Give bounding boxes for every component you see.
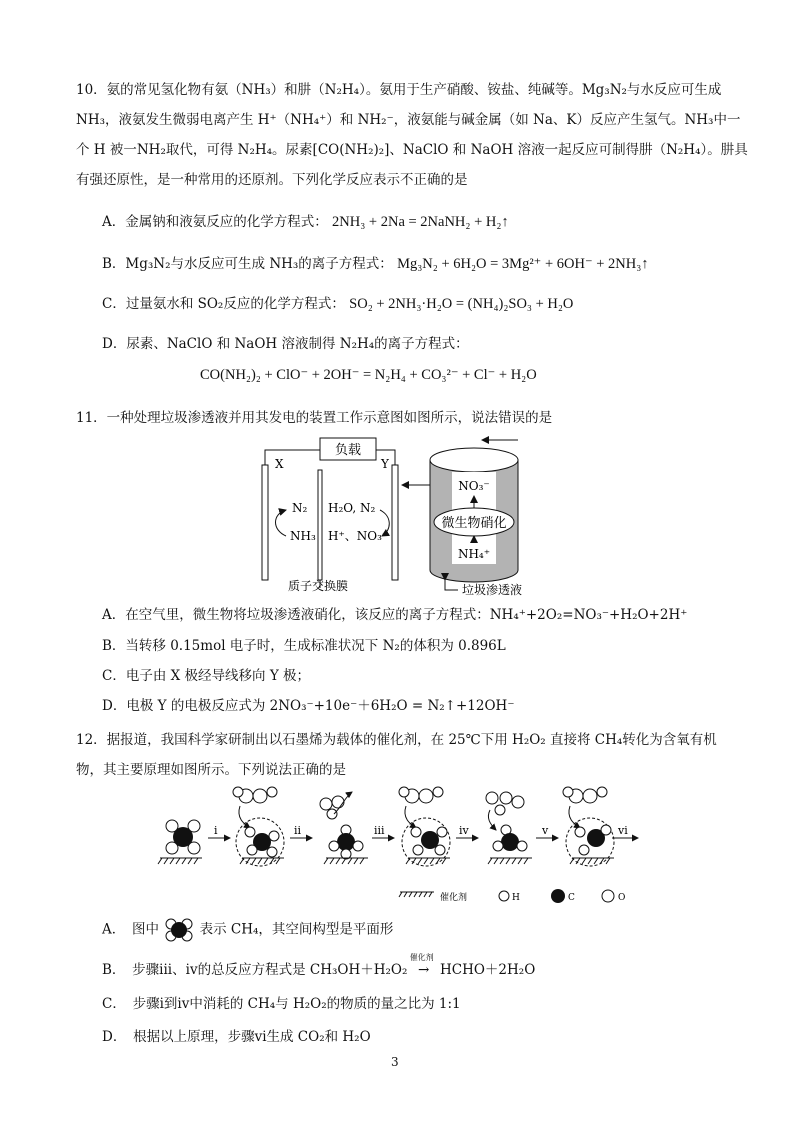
electrode-y	[392, 465, 398, 580]
q12-diagram	[150, 784, 660, 906]
q10-option-a-equation: 2NH₃ + 2Na = 2NaNH₂ + H₂↑	[332, 214, 509, 230]
q10-option-c-label: C．过量氨水和 SO₂反应的化学方程式：	[102, 296, 345, 312]
step-v: v	[542, 824, 549, 837]
q12-option-c: C． 步骤i到iv中消耗的 CH₄与 H₂O₂的物质的量之比为 1:1	[102, 996, 461, 1012]
q10-option-b	[102, 254, 649, 274]
q12-option-b	[102, 953, 536, 980]
leachate-label: 垃圾渗透液	[462, 583, 523, 597]
legend-c: C	[568, 893, 575, 903]
stage-5	[563, 787, 614, 866]
stage-1	[233, 787, 284, 866]
membrane-label: 质子交换膜	[288, 579, 349, 593]
load-label: 负载	[334, 443, 362, 458]
q12-option-d: D． 根据以上原理，步骤vi生成 CO₂和 H₂O	[102, 1029, 371, 1045]
tank-no3: NO₃⁻	[458, 479, 490, 493]
electrode-x	[262, 465, 268, 580]
q11-option-d: D．电极 Y 的电极反应式为 2NO₃⁻+10e⁻＋6H₂O = N₂↑+12OH⁻	[102, 698, 515, 714]
q12-option-a	[102, 918, 393, 942]
q10-line-3: 个 H 被一NH₂取代，可得 N₂H₄。尿素[CO(NH₂)₂]、NaClO 和 NaOH 溶液一起反应可制得肼（N₂H₄）。肼具	[76, 142, 748, 158]
catalyst-arrow: 催化剂 →	[412, 960, 436, 980]
legend-catalyst: 催化剂	[440, 893, 468, 903]
left-nh3: NH₃	[290, 529, 316, 543]
tank-nh4: NH₄⁺	[457, 547, 491, 561]
tank-top	[430, 448, 518, 472]
legend-o: O	[618, 893, 626, 903]
q10-option-b-label: B．Mg₃N₂与水反应可生成 NH₃的离子方程式：	[102, 256, 393, 272]
membrane	[318, 470, 322, 580]
tank-microbe-label: 微生物硝化	[441, 516, 507, 531]
page-number: 3	[391, 1055, 399, 1069]
q10-line-1: 10．氨的常见氢化物有氨（NH₃）和肼（N₂H₄）。氨用于生产硝酸、铵盐、纯碱等。Mg₃N₂与水反应可生成	[76, 82, 722, 98]
q10-option-a	[102, 212, 509, 232]
q10-option-a-label: A．金属钠和液氨反应的化学方程式：	[102, 214, 328, 230]
q10-option-c	[102, 294, 573, 314]
stage-2	[320, 792, 368, 864]
step-vi: vi	[618, 824, 628, 837]
electrode-x-label: X	[275, 457, 284, 471]
catalyst-arrow-label: 催化剂	[409, 953, 434, 962]
step-iv: iv	[459, 824, 469, 837]
q10-option-c-equation: SO₂ + 2NH₃·H₂O = (NH₄)₂SO₃ + H₂O	[349, 296, 574, 312]
q11-option-a: A．在空气里，微生物将垃圾渗透液硝化，该反应的离子方程式：NH₄⁺+2O₂=NO₃⁻+H₂O+2H⁺	[102, 607, 688, 623]
stage-4	[486, 792, 532, 864]
q10-option-d	[102, 334, 469, 354]
q12-option-b-pre: B． 步骤iii、iv的总反应方程式是 CH₃OH＋H₂O₂	[102, 962, 408, 978]
q12-line-1: 12．据报道，我国科学家研制出以石墨烯为载体的催化剂，在 25℃下用 H₂O₂ 直接将 CH₄转化为含氧有机	[76, 732, 717, 748]
q10-line-2: NH₃，液氨发生微弱电离产生 H⁺（NH₄⁺）和 NH₂⁻，液氨能与碱金属（如 Na、K）反应产生氢气。NH₃中一	[76, 112, 741, 128]
q11-diagram	[250, 430, 570, 600]
electrode-y-label: Y	[381, 457, 389, 471]
q10-line-4: 有强还原性，是一种常用的还原剂。下列化学反应表示不正确的是	[76, 172, 468, 188]
mid-h-no3: H⁺、NO₃⁻	[328, 529, 389, 543]
left-n2: N₂	[292, 501, 308, 515]
stage-0-ch4	[158, 820, 202, 864]
q11-option-c: C．电子由 X 极经导线移向 Y 极；	[102, 668, 311, 684]
q12-line-2: 物，其主要原理如图所示。下列说法正确的是	[76, 762, 346, 778]
ch4-molecule-icon	[163, 918, 195, 942]
q12-option-a-post: 表示 CH₄，其空间构型是平面形	[199, 921, 394, 938]
q12-option-b-post: HCHO＋2H₂O	[439, 962, 536, 978]
step-iii: iii	[374, 824, 385, 837]
q11-option-b: B．当转移 0.15mol 电子时，生成标准状况下 N₂的体积为 0.896L	[102, 638, 506, 654]
left-cycle-arrow	[276, 510, 287, 536]
legend-h: H	[512, 893, 520, 903]
q10-option-d-label: D．尿素、NaClO 和 NaOH 溶液制得 N₂H₄的离子方程式：	[102, 336, 469, 352]
step-ii: ii	[294, 824, 302, 837]
q10-option-d-equation: CO(NH₂)₂ + ClO⁻ + 2OH⁻ = N₂H₄ + CO₃²⁻ + Cl⁻ + H₂O	[200, 367, 537, 383]
step-i: i	[214, 824, 218, 837]
mid-h2o-n2: H₂O, N₂	[328, 501, 376, 515]
q12-option-a-pre: A． 图中	[102, 921, 159, 938]
q12-legend	[399, 889, 625, 903]
stage-3	[399, 787, 450, 866]
q10-option-b-equation: Mg₃N₂ + 6H₂O = 3Mg²⁺ + 6OH⁻ + 2NH₃↑	[397, 256, 649, 272]
q11-stem: 11．一种处理垃圾渗透液并用其发电的装置工作示意图如图所示，说法错误的是	[76, 410, 553, 426]
